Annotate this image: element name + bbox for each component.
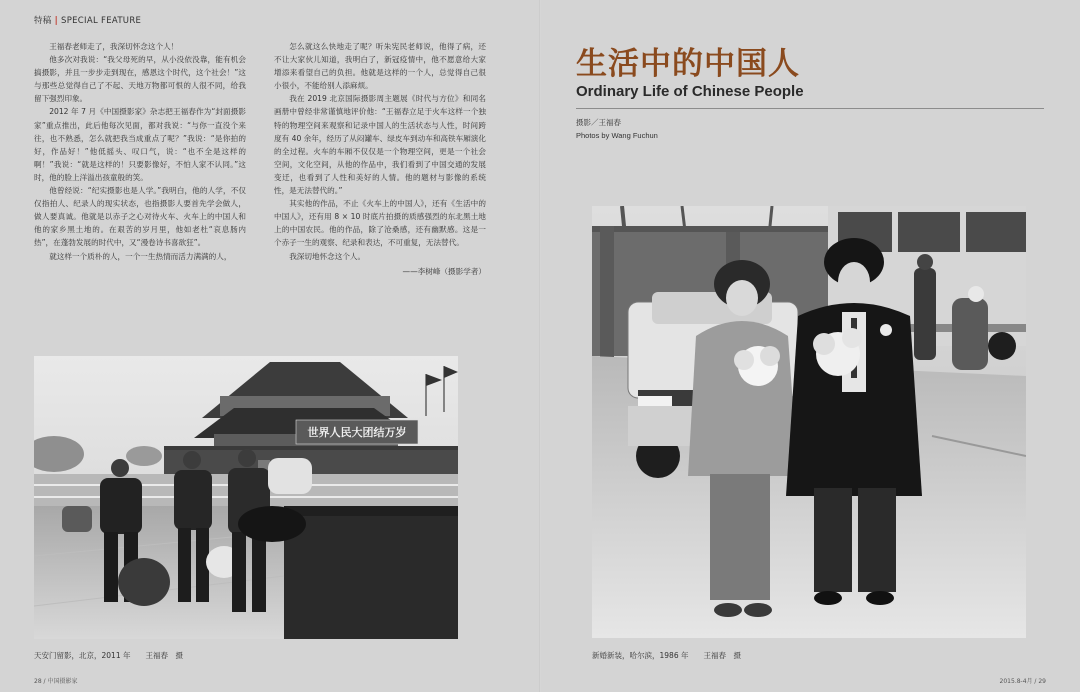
- photo-credit-cn: 摄影／王福春: [576, 118, 621, 127]
- article-column-2: [274, 40, 486, 278]
- photo-newlyweds: [592, 206, 1026, 638]
- running-head: [34, 14, 141, 26]
- feature-title-en: Ordinary Life of Chinese People: [576, 83, 804, 100]
- paragraph: 他多次对我说：“我父母死的早，从小没依没靠，能有机会搞摄影，并且一步步走到现在，感恩这个时代，这个社会！”这与那些总觉得自己了不起、天地万物都可恨的人很不同，给我留下强烈印象。: [34, 55, 246, 104]
- paragraph: 我在 2019 北京国际摄影周主题展《时代与方位》和同名画册中曾经非常谨慎地评价他：“王福春立足于火车这样一个独特的物理空间来观察和记录中国人的生活状态与人性，时间跨度有 40 余年，经历了从闷罐车、绿皮车到动车和高铁车厢演化的全过程。火车的车厢不仅仅是一个物理空间，更是一个社会空间，文化空间，从他的作品中，我们看到了中国交通的发展变迁，也看到了人性和美好的人情。他的题材与影像的系统性，是无法替代的。”: [274, 94, 486, 196]
- running-head-divider: |: [54, 16, 59, 26]
- paragraph: 其实他的作品，不止《火车上的中国人》，还有《生活中的中国人》，还有用 8 × 10 时底片拍摄的质感强烈的东北黑土地上的中国农民。他的作品，除了沧桑感，还有幽默感。这是一个赤子一生的观察、纪录和表达，不可重复，无法替代。: [274, 199, 486, 248]
- paragraph: 他曾经说：“纪实摄影也是人学。”我明白，他的人学，不仅仅指拍人、纪录人的现实状态，也指摄影人要首先学会做人，做人要真诚。他就是以赤子之心对待火车、火车上的中国人和他的家乡黑土地的。在艰苦的岁月里，他如老杜“哀息肠内热”，在蓬勃发展的时代中，又“漫卷诗书喜欲狂”。: [34, 186, 246, 248]
- photo-caption-right: 新婚新装，哈尔滨，1986 年 王福春 摄: [592, 651, 741, 660]
- paragraph: 王福春老师走了，我深切怀念这个人！: [49, 42, 179, 51]
- running-head-en: SPECIAL FEATURE: [61, 16, 142, 26]
- paragraph: 2012 年 7 月《中国摄影家》杂志把王福春作为“封面摄影家”重点推出，此后他每次见面，都对我说：“与你一直没个来往，也不熟悉，怎么就把我当成重点了呢？”我说：“是你拍的好，作品好！”他低摇头、叹口气，说：“也不全是这样的啊！”我说：“就是这样的！只要影像好，不怕人家不认同。”这时，他的脸上洋溢出孩童般的笑。: [34, 107, 246, 182]
- photo-tiananmen: [34, 356, 458, 639]
- folio-right: 2015.8-4月 / 29: [999, 678, 1046, 685]
- title-divider: [576, 108, 1044, 109]
- paragraph: 就这样一个质朴的人，一个一生热情而活力满满的人，: [49, 251, 232, 261]
- running-head-cn: 特稿: [34, 16, 52, 26]
- photo-banner-text: 世界人民大团结万岁: [307, 426, 407, 439]
- photo-caption-left: 天安门留影，北京，2011 年 王福春 摄: [34, 651, 183, 660]
- author-signature: ——李树峰（摄影学者）: [402, 266, 486, 276]
- folio-left: 28 / 中国摄影家: [34, 678, 78, 685]
- photo-tiananmen-image: [34, 356, 458, 639]
- paragraph: 我深切地怀念这个人。: [289, 251, 366, 261]
- photo-credit-en: Photos by Wang Fuchun: [576, 131, 658, 140]
- feature-title-cn: 生活中的中国人: [576, 46, 800, 82]
- photo-newlyweds-image: [592, 206, 1026, 638]
- article-column-1: [34, 40, 246, 263]
- paragraph: 怎么就这么快地走了呢？听朱宪民老师说，他得了病，还不让大家伙儿知道，我明白了，新冠疫情中，他不愿意给大家增添来看望自己的负担。他就是这样的一个人，总觉得自己很小很小，不能给别人添麻烦。: [274, 42, 486, 91]
